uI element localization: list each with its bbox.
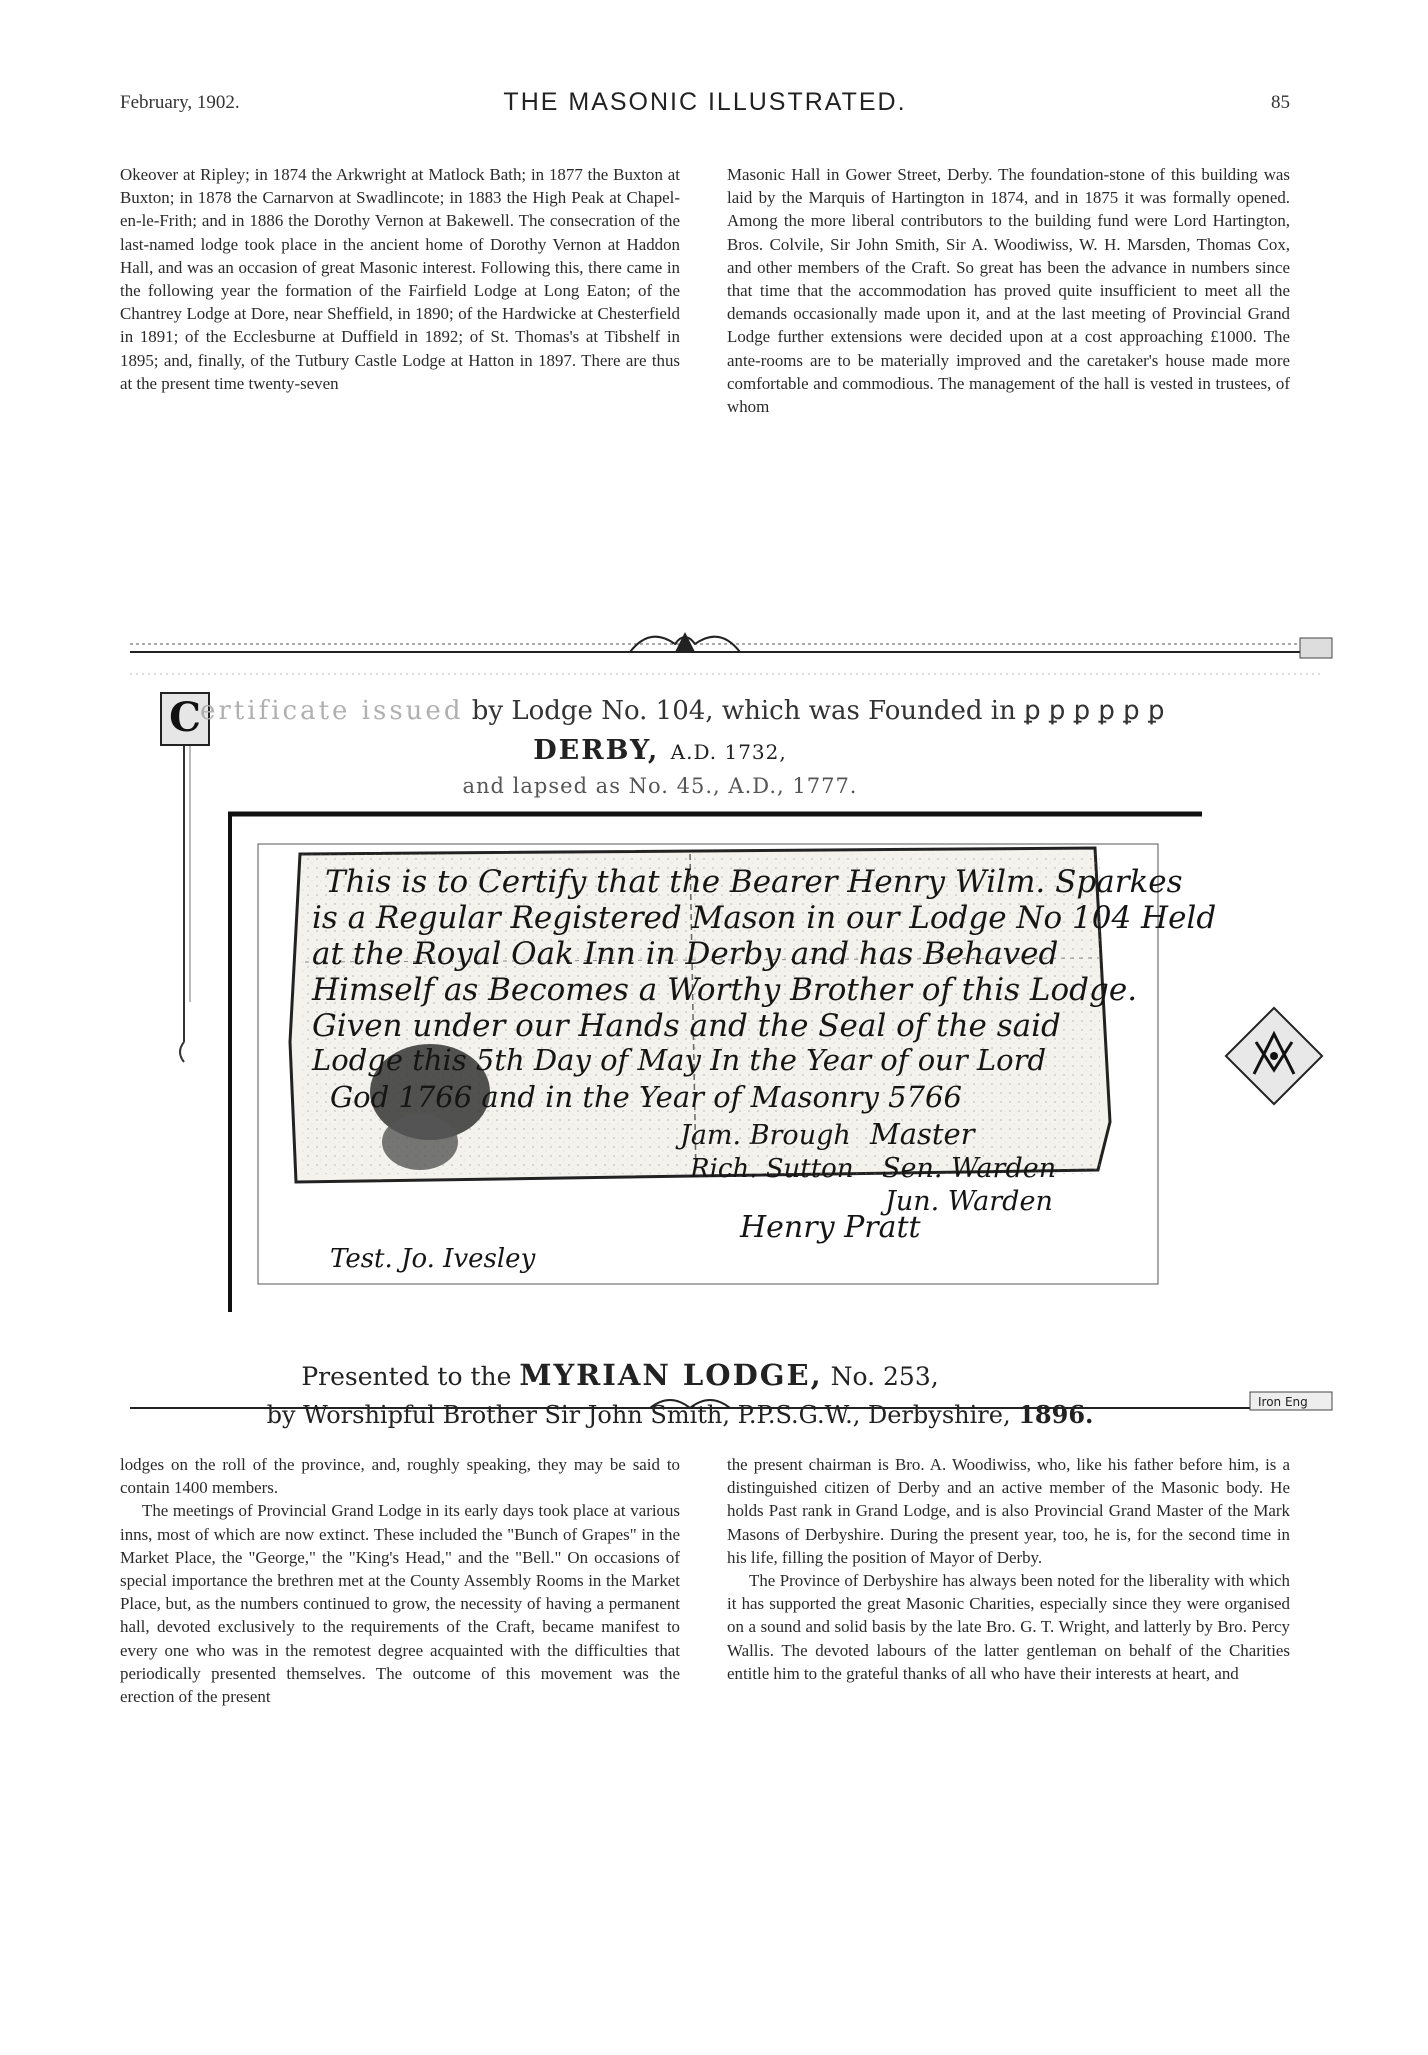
cert-line: God 1766 and in the Year of Masonry 5766 [330,1080,962,1114]
paragraph: Okeover at Ripley; in 1874 the Arkwright at Matlock Bath; in 1877 the Buxton at Buxton; in 1878 the Carnarvon at Swadlincote; in 1883 the High Peak at Chapel-en-le-Frith; and in 1886 the Dorothy Vernon at Bakewell. The consecration of the last-named lodge took place in the ancient home of Dorothy Vernon at Haddon Hall, and was an occasion of great Masonic interest. Following this, there came in the following year the formation of the Fairfield Lodge at Long Eaton; of the Chantrey Lodge at Dore, near Sheffield, in 1890; of the Hardwicke at Chesterfield in 1891; of the Ecclesburne at Duffield in 1892; of St. Thomas's at Tibshelf in 1895; and, finally, of the Tutbury Castle Lodge at Hatton in 1897. There are thus at the present time twenty-seven [120,165,680,393]
paragraph: The Province of Derbyshire has always been noted for the liberality with which it has supported the great Masonic Charities, especially since they were organised on a sound and solid basis by the late Bro. G. T. Wright, and latterly by Bro. Percy Wallis. The devoted labours of the latter gentleman on behalf of the Charities entitle him to the grateful thanks of all who have their interests at heart, and [727,1571,1290,1683]
presentation-line-2: by Worshipful Brother Sir John Smith, P.P.S.G.W., Derbyshire, 1896. [266,1400,1094,1429]
plate-caption-line-2: DERBY, A.D. 1732, [533,735,787,766]
top-ornament-rule [130,632,1332,674]
journal-title: THE MASONIC ILLUSTRATED. [503,88,907,116]
initial-stem [180,744,190,1062]
cert-line: Himself as Becomes a Worthy Brother of this Lodge. [312,972,1138,1008]
running-header [120,88,1290,124]
text-column-top-right [727,163,1290,418]
cert-line: Lodge this 5th Day of May In the Year of our Lord [312,1043,1047,1077]
illuminated-initial: C [160,692,210,746]
paragraph: the present chairman is Bro. A. Woodiwiss, who, like his father before him, is a distinguished citizen of Derby and an active member of the Masonic body. He holds Past rank in Grand Lodge, and is also Provincial Grand Master of the Mark Masons of Derbyshire. During the present year, too, he is, for the second time in his life, filling the position of Mayor of Derby. [727,1455,1290,1567]
cert-line: is a Regular Registered Mason in our Lodge No 104 Held [312,900,1217,936]
signature-role: Jun. Warden [885,1186,1053,1217]
cert-line: This is to Certify that the Bearer Henry Wilm. Sparkes [325,864,1183,900]
text-column-top-left [120,163,680,395]
signature: Rich. Sutton [690,1154,854,1184]
paragraph: The meetings of Provincial Grand Lodge in its early days took place at various inns, most of which are now extinct. These included the "Bunch of Grapes" in the Market Place, the "George," the "King's Head," and the "Bell." On occasions of special importance the brethren met at the County Assembly Rooms in the Market Place, but, as the numbers continued to grow, the necessity of having a permanent hall, devoted exclusively to the requirements of the Craft, became manifest to every one who was in the remotest degree acquainted with the difficulties that periodically presented themselves. The outcome of this movement was the erection of the present [120,1501,680,1707]
issue-date: February, 1902. [120,92,240,113]
paragraph: lodges on the roll of the province, and, roughly speaking, they may be said to contain 1400 members. [120,1455,680,1498]
presentation-line-1: Presented to the MYRIAN LODGE, No. 253, [301,1358,939,1392]
cert-line: Given under our Hands and the Seal of the said [312,1008,1061,1044]
signature: Jam. Brough [680,1120,851,1151]
cert-line: at the Royal Oak Inn in Derby and has Behaved [312,936,1059,972]
text-column-bottom-right [727,1453,1290,1685]
plate-caption-line-3: and lapsed as No. 45., A.D., 1777. [462,774,858,798]
engraver-mark: Iron Eng [1258,1395,1308,1409]
square-and-compasses-icon [1226,1008,1322,1104]
signature-role: Master [870,1117,975,1151]
paragraph: Masonic Hall in Gower Street, Derby. The foundation-stone of this building was laid by the Marquis of Hartington in 1874, and in 1875 it was formally opened. Among the more liberal contributors to the building fund were Lord Hartington, Bros. Colvile, Sir John Smith, Sir A. Woodiwiss, W. H. Marsden, Thomas Cox, and other members of the Craft. So great has been the advance in numbers since that time that the accommodation has proved quite insufficient to meet all the demands occasionally made upon it, and at the last meeting of Provincial Grand Lodge further extensions were decided upon at a cost approaching £1000. The ante-rooms are to be materially improved and the caretaker's house made more comfortable and commodious. The management of the hall is vested in trustees, of whom [727,165,1290,417]
plate-caption-line-1: ertificate issued by Lodge No. 104, which was Founded in ꝑ ꝑ ꝑ ꝑ ꝑ ꝑ [200,696,1165,726]
signature: Test. Jo. Ivesley [330,1244,536,1274]
page-number: 85 [1271,92,1290,113]
signature: Henry Pratt [740,1210,921,1245]
text-column-bottom-left [120,1453,680,1708]
signature-role: Sen. Warden [882,1153,1057,1184]
